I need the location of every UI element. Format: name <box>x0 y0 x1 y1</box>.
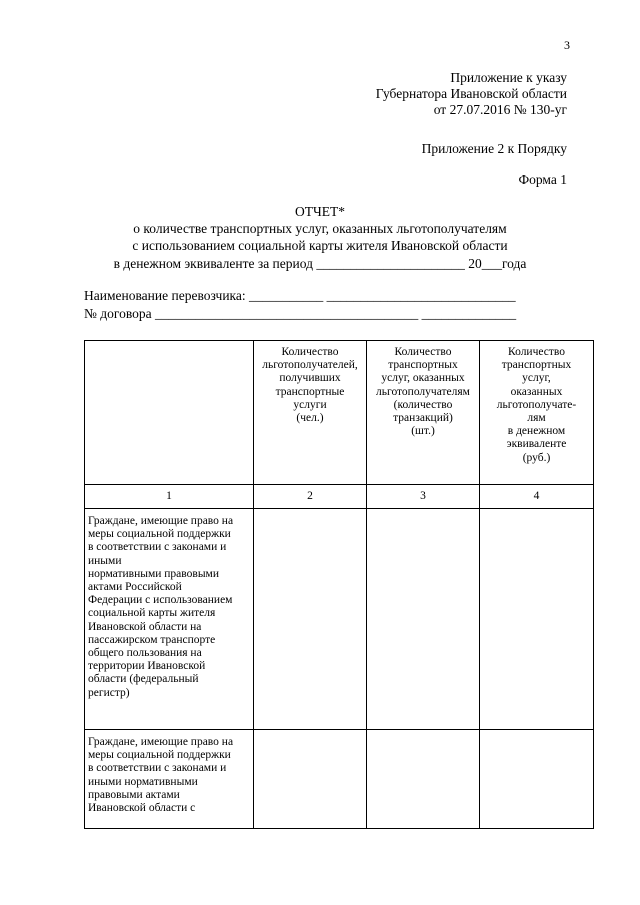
column-number-3: 3 <box>367 485 480 509</box>
table-row <box>85 730 594 829</box>
column-number-2: 2 <box>254 485 367 509</box>
row-cell <box>254 730 367 829</box>
report-title-line-3: в денежном эквиваленте за период ______________________ 20___года <box>113 256 527 271</box>
table-header-row <box>85 341 594 485</box>
appendix-block <box>376 70 567 118</box>
header-cell-1 <box>85 341 254 485</box>
header-cell-4 <box>480 341 594 485</box>
contract-number-line: № договора _______________________________________ ______________ <box>84 306 517 321</box>
page-number: 3 <box>564 38 570 52</box>
header-text-3: Количество транспортных услуг, оказанных льготополучателям (количество транзакций) (шт.) <box>376 346 470 438</box>
carrier-name-line: Наименование перевозчика: ___________ ____________________________ <box>84 288 516 303</box>
row-label-regional: Граждане, имеющие право на меры социальной поддержки в соответствии с законами и иными нормативными правовыми актами Ивановской области с <box>85 730 254 829</box>
table-row <box>85 509 594 730</box>
report-title-line-1: о количестве транспортных услуг, оказанных льготополучателям <box>133 221 507 236</box>
column-number-4: 4 <box>480 485 594 509</box>
row-cell <box>480 730 594 829</box>
header-text-2: Количество льготополучателей, получивших транспортные услуги (чел.) <box>262 346 358 425</box>
report-title-line-2: с использованием социальной карты жителя Ивановской области <box>132 238 508 253</box>
report-heading: ОТЧЕТ* <box>294 204 345 219</box>
appendix-line-3: от 27.07.2016 № 130-уг <box>433 102 567 117</box>
row-cell <box>254 509 367 730</box>
header-cell-2 <box>254 341 367 485</box>
row-label-federal: Граждане, имеющие право на меры социальной поддержки в соответствии с законами и иными нормативными правовыми актами Российской Федерации с использованием социальной карты жителя Ивановской области на пассажирском транспорте общего пользования на территории Ивановской области (федеральный регистр) <box>85 509 254 730</box>
row-cell <box>480 509 594 730</box>
appendix-line-1: Приложение к указу <box>450 70 567 85</box>
header-text-4: Количество транспортных услуг, оказанных льготополучате- лям в денежном эквиваленте (руб.) <box>496 346 577 464</box>
row-cell <box>367 509 480 730</box>
appendix-line-2: Губернатора Ивановской области <box>375 86 567 101</box>
form-label: Форма 1 <box>518 172 567 187</box>
table-number-row <box>85 485 594 509</box>
column-number-1: 1 <box>85 485 254 509</box>
row-cell <box>367 730 480 829</box>
header-cell-3 <box>367 341 480 485</box>
appendix-2: Приложение 2 к Порядку <box>421 141 567 156</box>
report-table <box>84 340 594 829</box>
